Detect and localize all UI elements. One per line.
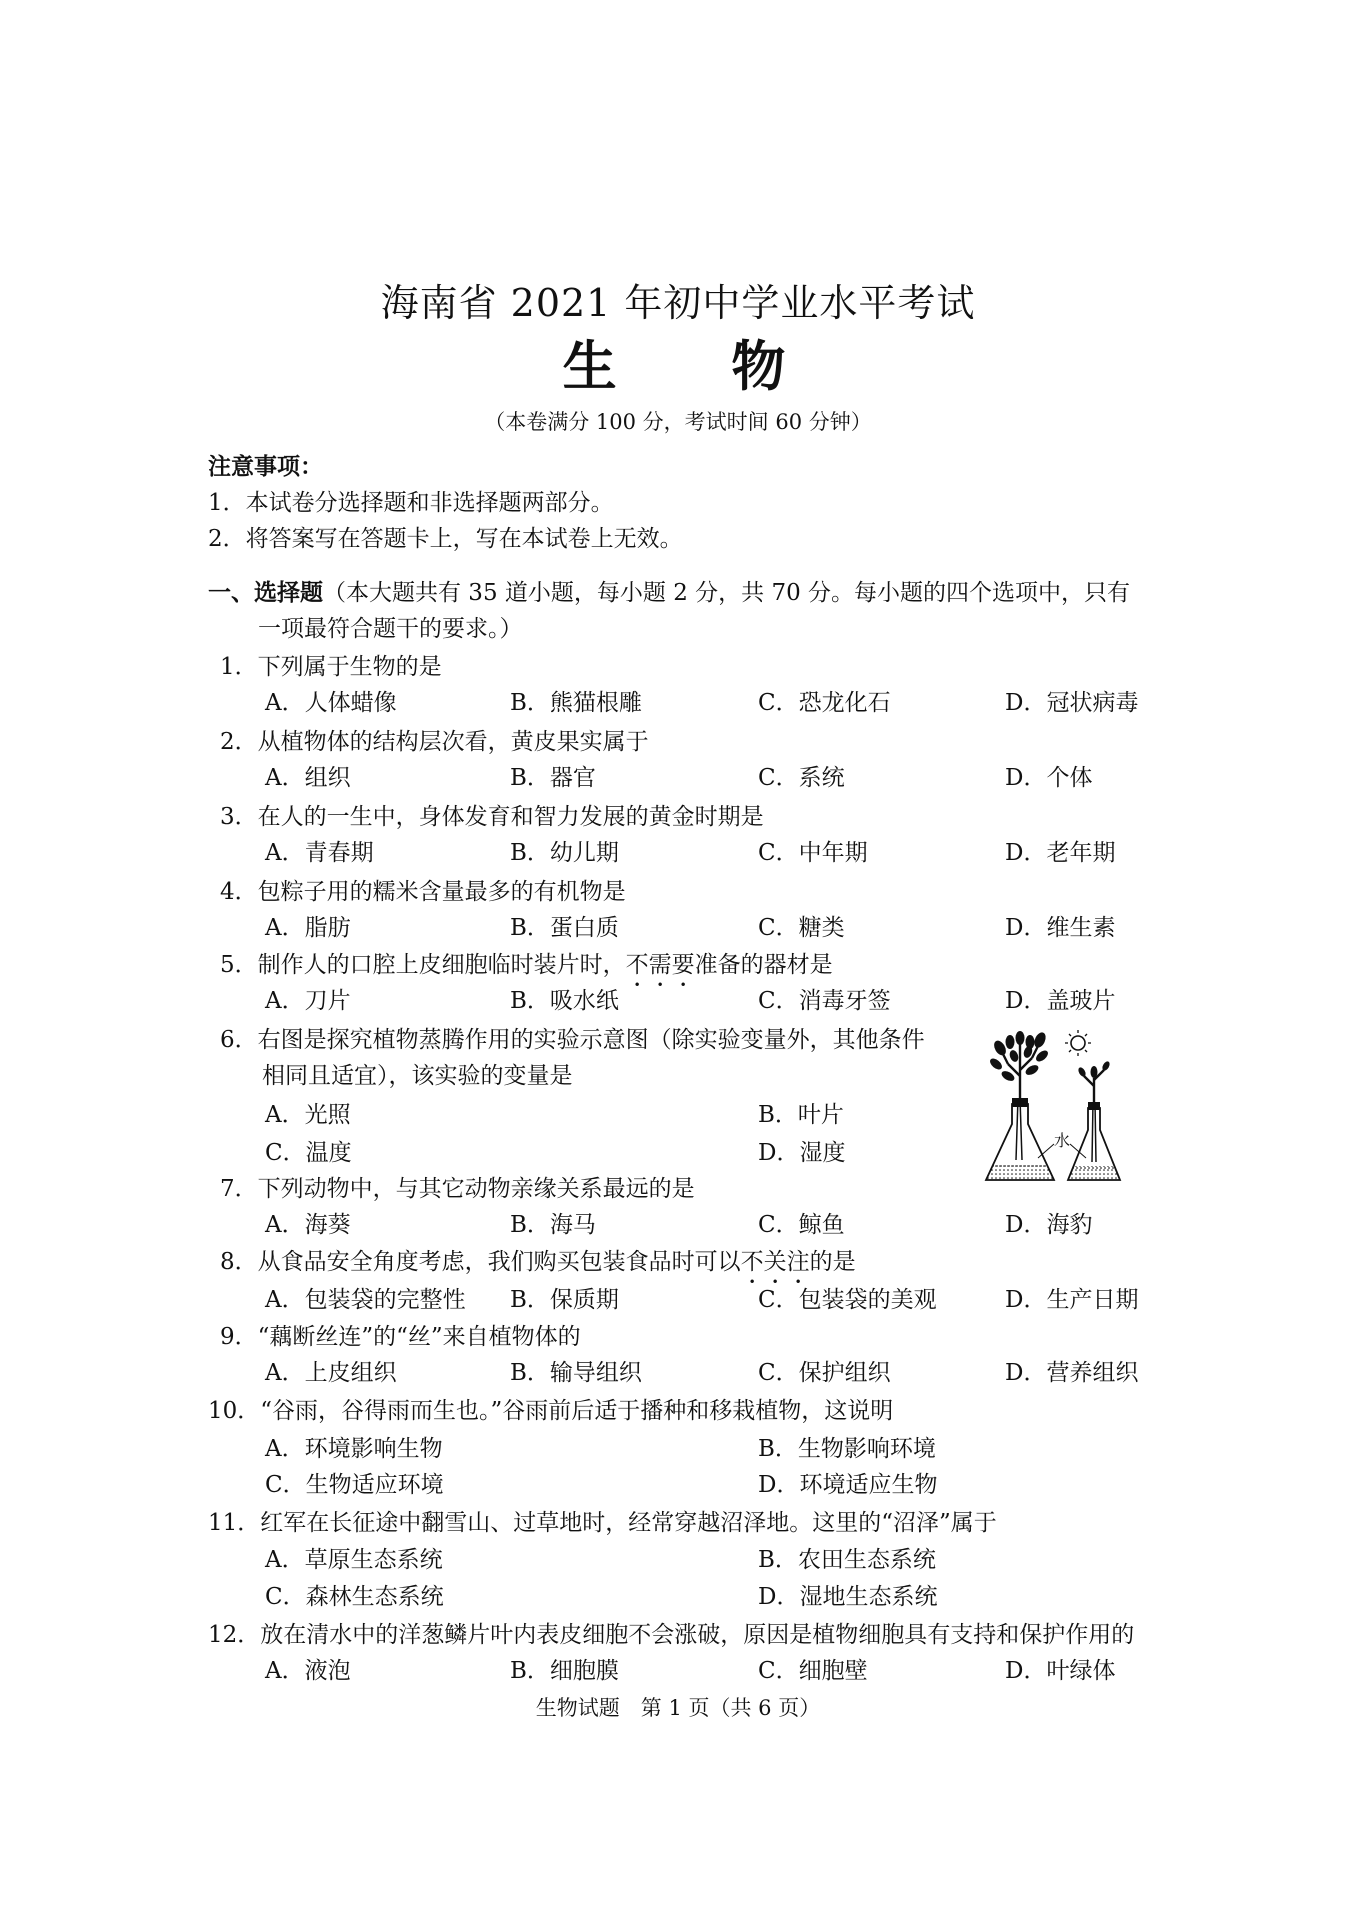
q3-option-a: A．青春期 (265, 840, 374, 866)
q8-option-a: A．包装袋的完整性 (265, 1287, 466, 1313)
q11-option-b: B．农田生态系统 (758, 1547, 936, 1573)
section-1-instruction-cont: 一项最符合题干的要求。） (258, 616, 523, 642)
q11-option-d: D．湿地生态系统 (758, 1584, 938, 1610)
q6-option-c: C．温度 (265, 1140, 352, 1166)
question-12 (208, 1620, 1158, 1650)
subject-title: 生 物 (562, 334, 834, 398)
exam-title: 海南省 2021 年初中学业水平考试 (380, 281, 976, 325)
notes-heading: 注意事项： (208, 453, 323, 480)
question-stem: 制作人的口腔上皮细胞临时装片时， (257, 952, 626, 978)
q11-option-a: A．草原生态系统 (265, 1547, 443, 1573)
q9-option-d: D．营养组织 (1005, 1360, 1139, 1386)
emphasized-text: 不需要 (625, 952, 695, 978)
water-label: 水 (1054, 1131, 1071, 1150)
question-stem: 从食品安全角度考虑，我们购买包装食品时可以 (257, 1249, 741, 1275)
question-number: 1． (220, 654, 258, 680)
question-number: 11． (208, 1510, 261, 1536)
question-stem: 下列属于生物的是 (257, 654, 442, 680)
section-1-instruction: （本大题共有 35 道小题，每小题 2 分，共 70 分。每小题的四个选项中，只有 (323, 580, 1131, 606)
question-number: 9． (220, 1324, 258, 1350)
q3-option-b: B．幼儿期 (510, 840, 619, 866)
q10-option-c: C．生物适应环境 (265, 1472, 444, 1498)
section-1-label: 一、选择题 (208, 579, 323, 606)
q1-option-d: D．冠状病毒 (1005, 690, 1139, 716)
q6-option-a: A．光照 (265, 1102, 351, 1128)
question-stem: 在人的一生中，身体发育和智力发展的黄金时期是 (257, 804, 764, 830)
q4-option-a: A．脂肪 (265, 915, 351, 941)
q7-option-a: A．海葵 (265, 1212, 351, 1238)
question-stem: “藕断丝连”的“丝”来自植物体的 (257, 1324, 581, 1350)
question-stem-end: 的是 (809, 1249, 856, 1275)
q9-option-c: C．保护组织 (758, 1360, 891, 1386)
question-stem: 红军在长征途中翻雪山、过草地时，经常穿越沼泽地。这里的“沼泽”属于 (260, 1510, 997, 1536)
q3-option-c: C．中年期 (758, 840, 868, 866)
q7-option-d: D．海豹 (1005, 1212, 1093, 1238)
question-stem: 包粽子用的糯米含量最多的有机物是 (257, 879, 626, 905)
q4-option-b: B．蛋白质 (510, 915, 619, 941)
question-number: 6． (220, 1027, 258, 1053)
q12-option-b: B．细胞膜 (510, 1658, 619, 1684)
question-number: 2． (220, 729, 258, 755)
question-stem: “谷雨，谷得雨而生也。”谷雨前后适于播种和移栽植物，这说明 (260, 1398, 894, 1424)
page-footer: 生物试题 第 1 页（共 6 页） (535, 1696, 821, 1720)
sun-icon (1065, 1030, 1091, 1056)
question-2 (220, 727, 1170, 757)
question-number: 12． (208, 1622, 261, 1648)
q1-option-b: B．熊猫根雕 (510, 690, 642, 716)
q10-option-d: D．环境适应生物 (758, 1472, 938, 1498)
q5-option-b: B．吸水纸 (510, 988, 619, 1014)
question-8 (220, 1247, 1170, 1289)
question-7 (220, 1174, 1170, 1204)
emphasized-text: 不关注 (740, 1249, 810, 1275)
q2-option-b: B．器官 (510, 765, 596, 791)
q2-option-c: C．系统 (758, 765, 845, 791)
q5-option-d: D．盖玻片 (1005, 988, 1116, 1014)
q2-option-a: A．组织 (265, 765, 351, 791)
question-4 (220, 877, 1170, 907)
question-stem-end: 准备的器材是 (694, 952, 833, 978)
q4-option-c: C．糖类 (758, 915, 845, 941)
q4-option-d: D．维生素 (1005, 915, 1116, 941)
question-stem: 右图是探究植物蒸腾作用的实验示意图（除实验变量外，其他条件 (257, 1027, 925, 1053)
q10-option-a: A．环境影响生物 (265, 1436, 443, 1462)
question-6-stem-cont: 相同且适宜），该实验的变量是 (262, 1063, 573, 1089)
q3-option-d: D．老年期 (1005, 840, 1116, 866)
question-stem: 从植物体的结构层次看，黄皮果实属于 (257, 729, 649, 755)
q2-option-d: D．个体 (1005, 765, 1093, 791)
score-info: （本卷满分 100 分，考试时间 60 分钟） (484, 410, 872, 434)
question-3 (220, 802, 1170, 832)
question-number: 3． (220, 804, 258, 830)
q12-option-d: D．叶绿体 (1005, 1658, 1116, 1684)
q10-option-b: B．生物影响环境 (758, 1436, 936, 1462)
question-number: 7． (220, 1176, 258, 1202)
q9-option-b: B．输导组织 (510, 1360, 642, 1386)
q12-option-c: C．细胞壁 (758, 1658, 868, 1684)
q9-option-a: A．上皮组织 (265, 1360, 397, 1386)
q6-option-b: B．叶片 (758, 1102, 844, 1128)
q7-option-b: B．海马 (510, 1212, 596, 1238)
question-11 (208, 1508, 1158, 1538)
q1-option-a: A．人体蜡像 (265, 690, 397, 716)
q7-option-c: C．鲸鱼 (758, 1212, 845, 1238)
q11-option-c: C．森林生态系统 (265, 1584, 444, 1610)
question-stem: 下列动物中，与其它动物亲缘关系最远的是 (257, 1176, 695, 1202)
q5-option-c: C．消毒牙签 (758, 988, 891, 1014)
question-1 (220, 652, 1170, 682)
q1-option-c: C．恐龙化石 (758, 690, 891, 716)
question-number: 10． (208, 1398, 261, 1424)
question-10 (208, 1396, 1158, 1426)
q8-option-c: C．包装袋的美观 (758, 1287, 937, 1313)
question-stem: 放在清水中的洋葱鳞片叶内表皮细胞不会涨破，原因是植物细胞具有支持和保护作用的 (260, 1622, 1135, 1648)
section-1-header (208, 578, 1130, 608)
note-item-1: 1．本试卷分选择题和非选择题两部分。 (208, 490, 614, 516)
question-number: 8． (220, 1249, 258, 1275)
q8-option-b: B．保质期 (510, 1287, 619, 1313)
question-number: 5． (220, 952, 258, 978)
right-flask-icon (1068, 1102, 1120, 1180)
q12-option-a: A．液泡 (265, 1658, 351, 1684)
question-9 (220, 1322, 1170, 1352)
left-flask-icon (986, 1098, 1054, 1180)
q5-option-a: A．刀片 (265, 988, 351, 1014)
q8-option-d: D．生产日期 (1005, 1287, 1139, 1313)
note-item-2: 2．将答案写在答题卡上，写在本试卷上无效。 (208, 526, 683, 552)
q6-option-d: D．湿度 (758, 1140, 846, 1166)
question-number: 4． (220, 879, 258, 905)
